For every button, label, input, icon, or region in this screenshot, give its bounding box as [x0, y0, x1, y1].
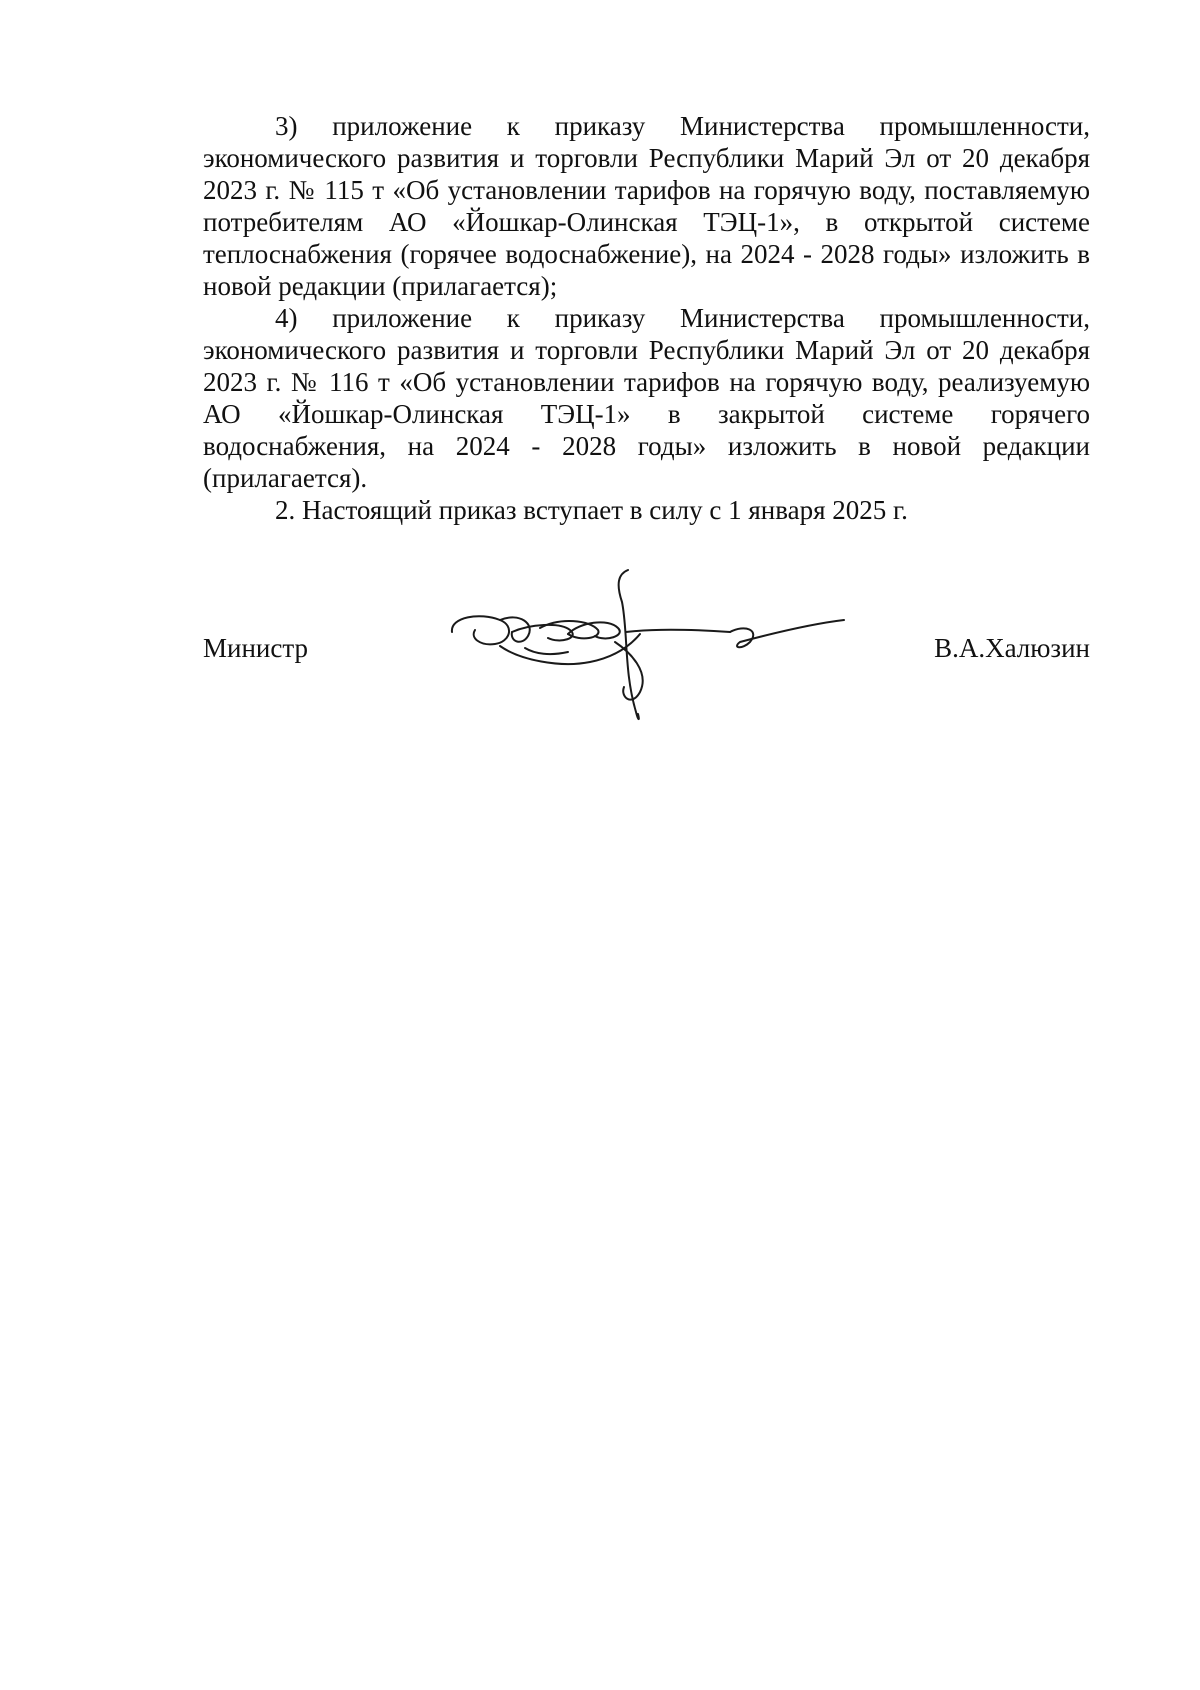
document-body [203, 110, 1090, 526]
paragraph-item-4: 4) приложение к приказу Министерства промышленности, экономического развития и торговли Республики Марий Эл от 20 декабря 2023 г. № 116 т «Об установлении тарифов на горячую воду, реализуемую АО «Йошкар-Олинская ТЭЦ-1» в закрытой системе горячего водоснабжения, на 2024 - 2028 годы» изложить в новой редакции (прилагается). [203, 303, 1090, 493]
signer-position: Министр [203, 633, 308, 663]
paragraph-effective-date: 2. Настоящий приказ вступает в силу с 1 января 2025 г. [275, 495, 908, 525]
handwritten-signature-icon [440, 562, 870, 732]
signer-name: В.А.Халюзин [934, 633, 1090, 663]
paragraph-item-3: 3) приложение к приказу Министерства промышленности, экономического развития и торговли Республики Марий Эл от 20 декабря 2023 г. № 115 т «Об установлении тарифов на горячую воду, поставляемую потребителям АО «Йошкар-Олинская ТЭЦ-1», в открытой системе теплоснабжения (горячее водоснабжение), на 2024 - 2028 годы» изложить в новой редакции (прилагается); [203, 111, 1090, 301]
